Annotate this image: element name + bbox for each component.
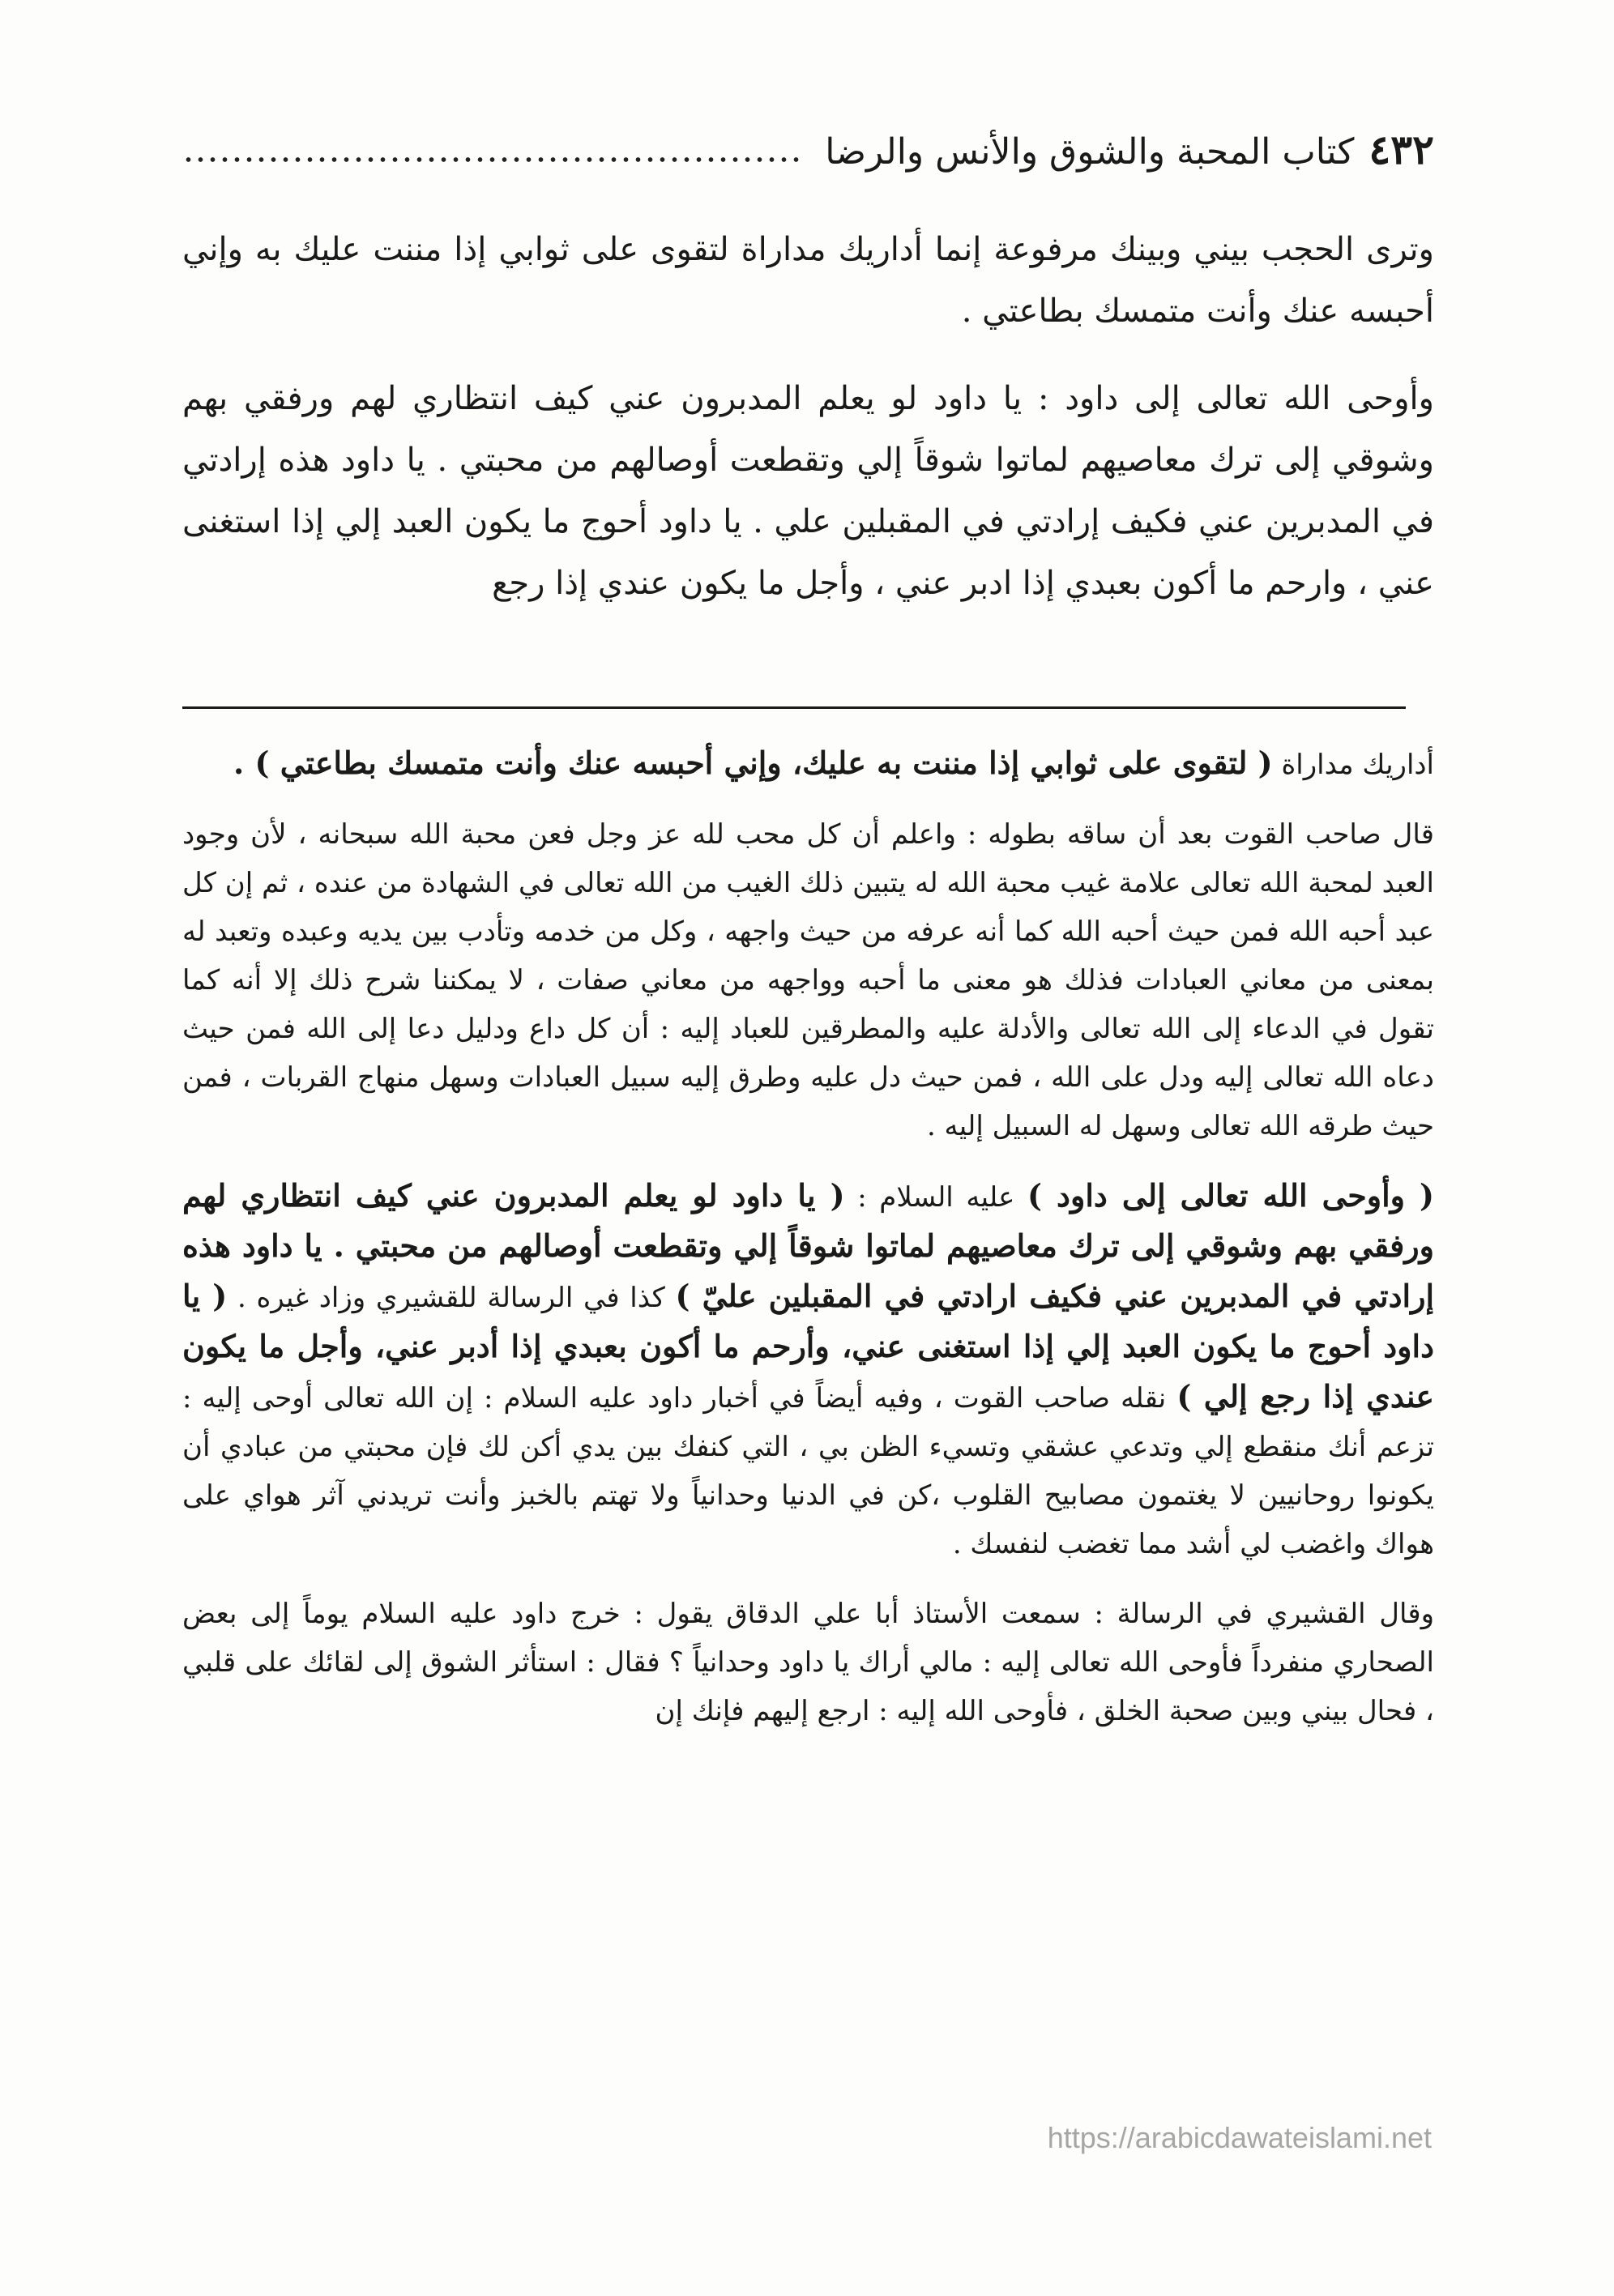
commentary-text: كذا في الرسالة للقشيري وزاد غيره . [237, 1282, 665, 1314]
main-paragraph-2: وأوحى الله تعالى إلى داود : يا داود لو يعلم المدبرون عني كيف انتظاري لهم ورفقي بهم وشوقي إلى ترك معاصيهم لماتوا شوقاً إلي وتقطعت أوصالهم من محبتي . يا داود هذه إرادتي في المدبرين عني فكيف إرادتي في المقبلين علي . يا داود أحوج ما يكون العبد إلي إذا استغنى عني ، وارحم ما أكون بعبدي إذا ادبر عني ، وأجل ما يكون عندي إذا رجع [182, 380, 1434, 602]
quoted-matn: ( لتقوى على ثوابي إذا مننت به عليك، وإني أحبسه عنك وأنت متمسك بطاعتي ) . [233, 745, 1273, 781]
main-text [182, 219, 1434, 614]
page-number: ٤٣٢ [1368, 126, 1434, 173]
commentary-lead-text: أداريك مداراة [1281, 749, 1434, 781]
commentary-paragraph-4: وقال القشيري في الرسالة : سمعت الأستاذ أبا علي الدقاق يقول : خرج داود عليه السلام يوماً إلى بعض الصحاري منفرداً فأوحى الله تعالى إليه : مالي أراك يا داود وحدانياً ؟ فقال : استأثر الشوق إلى لقائك على قلبي ، فحال بيني وبين صحبة الخلق ، فأوحى الله إليه : ارجع إليهم فإنك إن [182, 1598, 1434, 1727]
main-paragraph-1: وترى الحجب بيني وبينك مرفوعة إنما أداريك مداراة لتقوى على ثوابي إذا مننت عليك به وإني أحبسه عنك وأنت متمسك بطاعتي . [182, 231, 1434, 330]
header-dotted-leader [182, 156, 802, 164]
quoted-matn: ( يا داود أحوج ما يكون العبد إلي إذا استغنى عني، وأرحم ما أكون بعبدي إذا أدبر عني، وأجل ما يكون عندي إذا رجع إلي ) [182, 1278, 1434, 1415]
commentary [182, 739, 1434, 1735]
book-title: كتاب المحبة والشوق والأنس والرضا [825, 131, 1355, 173]
commentary-text: عليه السلام : [857, 1181, 1015, 1214]
commentary-paragraph-1 [182, 739, 1434, 789]
commentary-paragraph-3 [182, 1171, 1434, 1568]
commentary-paragraph-2: قال صاحب القوت بعد أن ساقه بطوله : واعلم أن كل محب لله عز وجل فعن محبة الله سبحانه ، لأن وجود العبد لمحبة الله تعالى علامة غيب محبة الله له يتبين ذلك الغيب من الله تعالى في الشهادة من عنده ، ثم إن كل عبد أحبه الله فمن حيث أحبه الله كما أنه عرفه من حيث واجهه ، وكل من خدمه وتأدب بين يديه وعبده وتعبد له بمعنى من معاني العبادات فذلك هو معنى ما أحبه وواجهه من معاني صفات ، لا يمكننا شرح ذلك إلا أنه كما تقول في الدعاء إلى الله تعالى والأدلة عليه والمطرقين للعباد إليه : أن كل داع ودليل دعا إلى الله فمن حيث دعاه الله تعالى إليه ودل على الله ، فمن حيث دل عليه وطرق إليه سبيل العبادات وسهل منهاج القربات ، فمن حيث طرقه الله تعالى وسهل له السبيل إليه . [182, 818, 1434, 1142]
watermark-url: https://arabicdawateislami.net [1047, 2121, 1432, 2154]
quoted-matn: ( يا داود لو يعلم المدبرون عني كيف انتظاري لهم ورفقي بهم وشوقي إلى ترك معاصيهم لماتوا شوقاً إلي وتقطعت أوصالهم من محبتي . يا داود هذه إرادتي في المدبرين عني فكيف ارادتي في المقبلين عليّ ) [182, 1177, 1434, 1314]
quoted-matn: ( وأوحى الله تعالى إلى داود ) [1027, 1177, 1435, 1214]
footnote-divider [182, 706, 1406, 709]
commentary-text: نقله صاحب القوت ، وفيه أيضاً في أخبار داود عليه السلام : إن الله تعالى أوحى إليه : تزعم أنك منقطع إلي وتدعي عشقي وتسيء الظن بي ، التي كنفك بين يدي أكن لك فإن محبتي من عبادي أن يكونوا روحانيين لا يغتمون مصابيح القلوب ،كن في الدنيا وحدانياً ولا تهتم بالخبز وأنت تريدني آثر هواي على هواك واغضب لي أشد مما تغضب لنفسك . [182, 1382, 1434, 1560]
running-header [182, 113, 1434, 173]
